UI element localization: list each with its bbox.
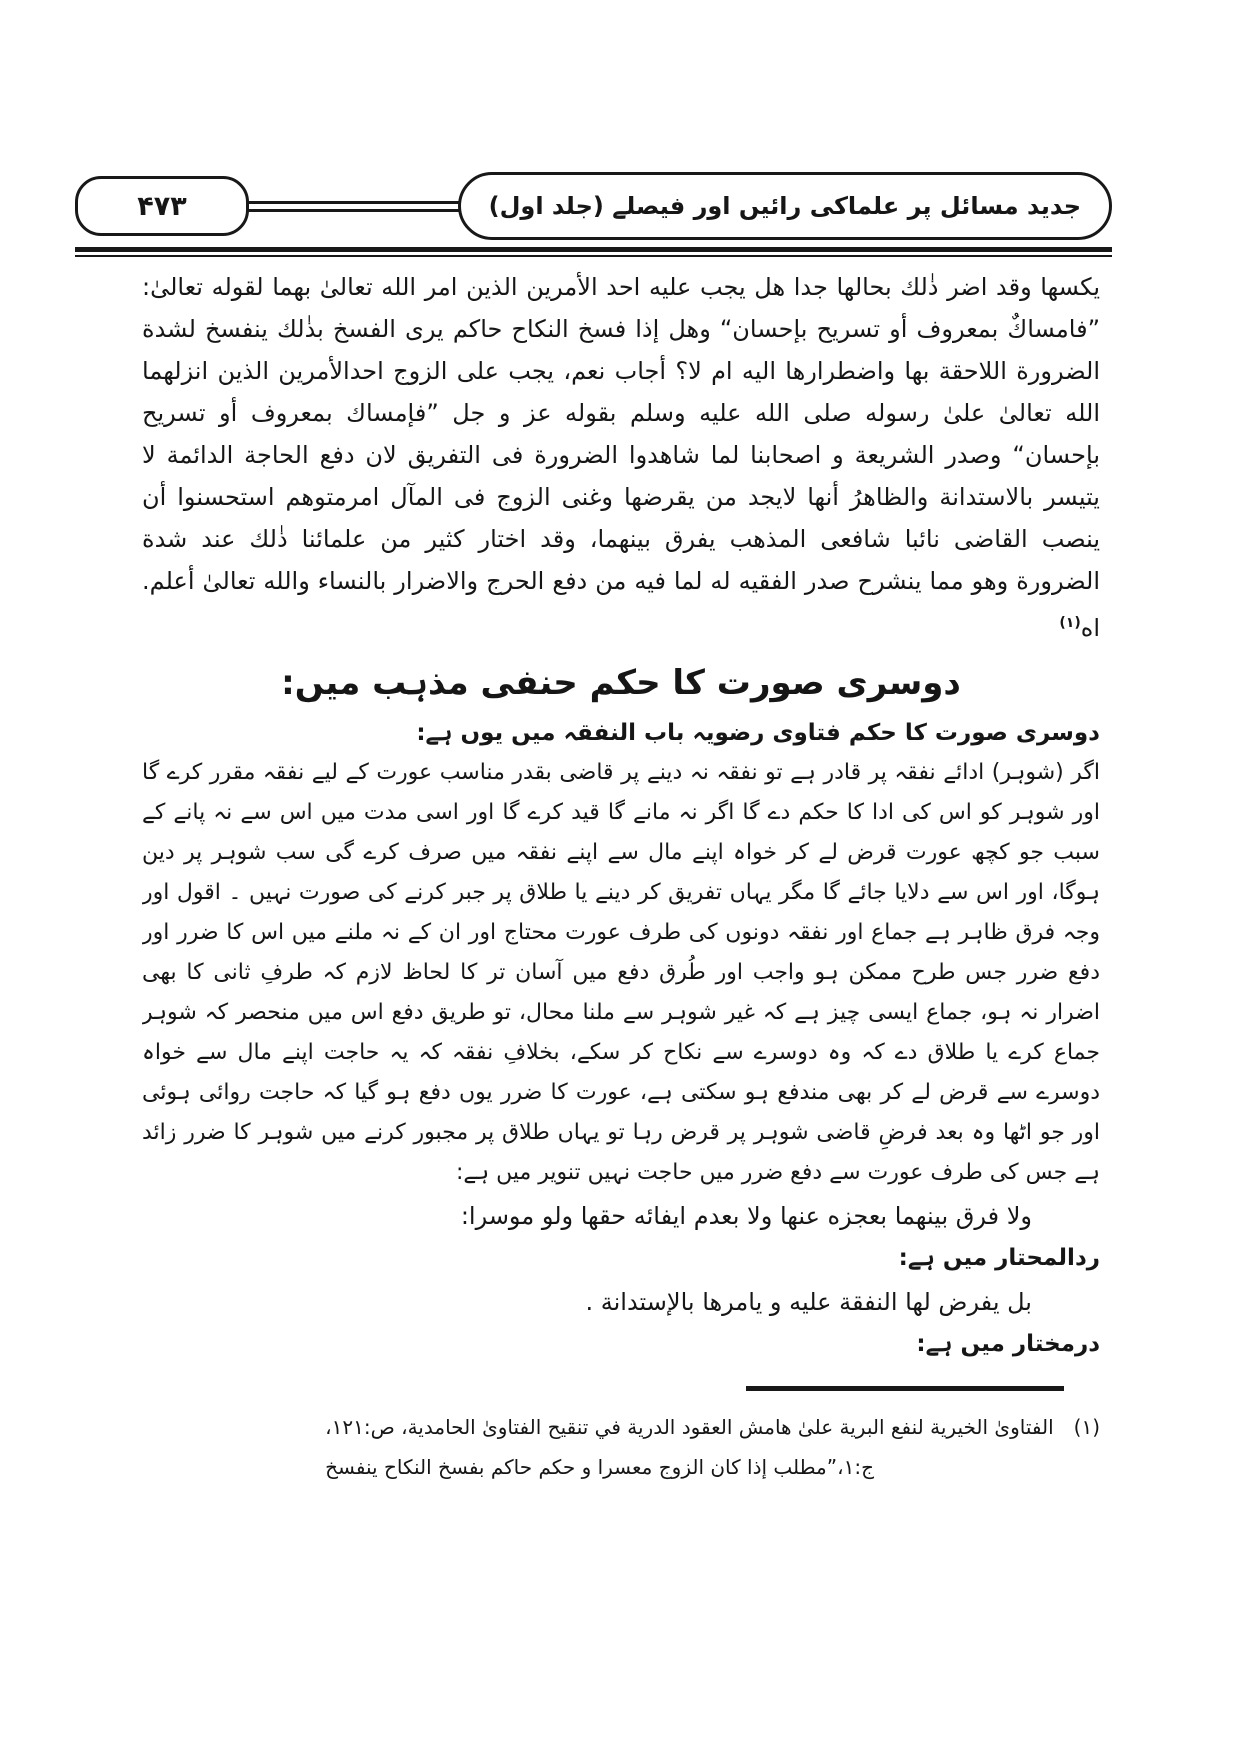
page-header [75, 172, 1112, 240]
urdu-body-paragraph: اگر (شوہر) ادائے نفقہ پر قادر ہے تو نفقہ نہ دینے پر قاضی بقدر مناسب عورت کے لیے نفقہ مقرر کرے گا اور شوہر کو اس کی ادا کا حکم دے گا اگر نہ مانے گا قید کرے گا اور اسی مدت میں اس سے نہ پانے کے سبب جو کچھ عورت قرض لے کر خواہ اپنے مال سے اپنے نفقہ میں صرف کرے گی سب شوہر پر دین ہوگا، اور اس سے دلایا جائے گا مگر یہاں تفریق کر دینے یا طلاق پر جبر کرنے کی صورت نہیں ۔ اقول اور وجہ فرق ظاہر ہے جماع اور نفقہ دونوں کی طرف عورت محتاج اور ان کے نہ ملنے میں اس کا ضرر اور دفع ضرر جس طرح ممکن ہو واجب اور طُرق دفع میں آسان تر کا لحاظ لازم کہ طرفِ ثانی کا بھی اضرار نہ ہو، جماع ایسی چیز ہے کہ غیر شوہر سے ملنا محال، تو طریق دفع اس میں منحصر کہ شوہر جماع کرے یا طلاق دے کہ وہ دوسرے سے نکاح کر سکے، بخلافِ نفقہ کہ یہ حاجت اپنے مال سے خواہ دوسرے سے قرض لے کر بھی مندفع ہو سکتی ہے، عورت کا ضرر یوں دفع ہو گیا کہ حاجت روائی ہوئی اور جو اٹھا وہ بعد فرضِ قاضی شوہر پر قرض رہا تو یہاں طلاق پر مجبور کرنے میں شوہر کا ضرر زائد ہے جس کی طرف عورت سے دفع ضرر میں حاجت نہیں تنویر میں ہے: [142, 760, 1100, 1185]
footnote-marker: (١) [1073, 1415, 1100, 1439]
footnote-item [142, 1407, 1100, 1447]
arabic-quote-1: ولا فرق بينهما بعجزه عنها ولا بعدم ايفائه حقها ولو موسرا: [460, 1202, 1032, 1230]
book-title-cartouche [458, 172, 1112, 240]
footnote-separator [746, 1386, 1064, 1391]
source-label-raddul-muhtar: ردالمحتار میں ہے: [898, 1245, 1100, 1271]
book-title: جدید مسائل پر علماکی رائیں اور فیصلے (جلد اول) [488, 192, 1081, 220]
footnote-line-1: الفتاوىٰ الخيرية لنفع البرية علىٰ هامش العقود الدرية في تنقيح الفتاوىٰ الحامدية، ص:١٢١، [325, 1415, 1054, 1439]
header-double-rule [75, 247, 1112, 257]
section-source-line: دوسری صورت کا حکم فتاوی رضویہ باب النفقہ میں یوں ہے: [416, 720, 1100, 746]
arabic-passage [142, 266, 1100, 649]
source-label-durr-mukhtar: درمختار میں ہے: [916, 1331, 1100, 1357]
arabic-quote-2: بل يفرض لها النفقة عليه و يامرها بالإستدانة . [585, 1288, 1032, 1316]
arabic-passage-text: يكسها وقد اضر ذٰلك بحالها جدا هل يجب عليه احد الأمرين الذين امر الله تعالىٰ بهما لقوله تعالىٰ: ”فامساكٌ بمعروف أو تسريح بإحسان“ وهل إذا فسخ النكاح حاكم يرى الفسخ بذٰلك ينفسخ لشدة الضرورة اللاحقة بها واضطرارها اليه ام لا؟ أجاب نعم، يجب على الزوج احدالأمرين الذين انزلهما الله تعالىٰ علىٰ رسوله صلى الله عليه وسلم بقوله عز و جل ”فإمساك بمعروف أو تسريح بإحسان“ وصدر الشريعة و اصحابنا لما شاهدوا الضرورة فى التفريق لان دفع الحاجة الدائمة لا يتيسر بالاستدانة والظاهرُ أنها لايجد من يقرضها وغنى الزوج فى المآل امرمتوهم استحسنوا أن ينصب القاضى نائبا شافعى المذهب يفرق بينهما، وقد اختار كثير من علمائنا ذٰلك عند شدة الضرورة وهو مما ينشرح صدر الفقيه له لما فيه من دفع الحرج والاضرار بالنساء والله تعالىٰ أعلم. اه [142, 273, 1100, 642]
footnote-marker-superscript: (١) [1059, 615, 1081, 631]
footnote-area [142, 1386, 1100, 1487]
page-number: ۴۷۳ [137, 190, 187, 222]
page-number-badge [75, 176, 249, 236]
section-heading: دوسری صورت کا حکم حنفی مذہب میں: [281, 663, 961, 703]
footnote-line-2: ج:١،”مطلب إذا كان الزوج معسرا و حكم حاكم بفسخ النكاح ينفسخ [325, 1455, 874, 1479]
header-connector-line [245, 201, 462, 212]
page-content [142, 266, 1100, 1382]
